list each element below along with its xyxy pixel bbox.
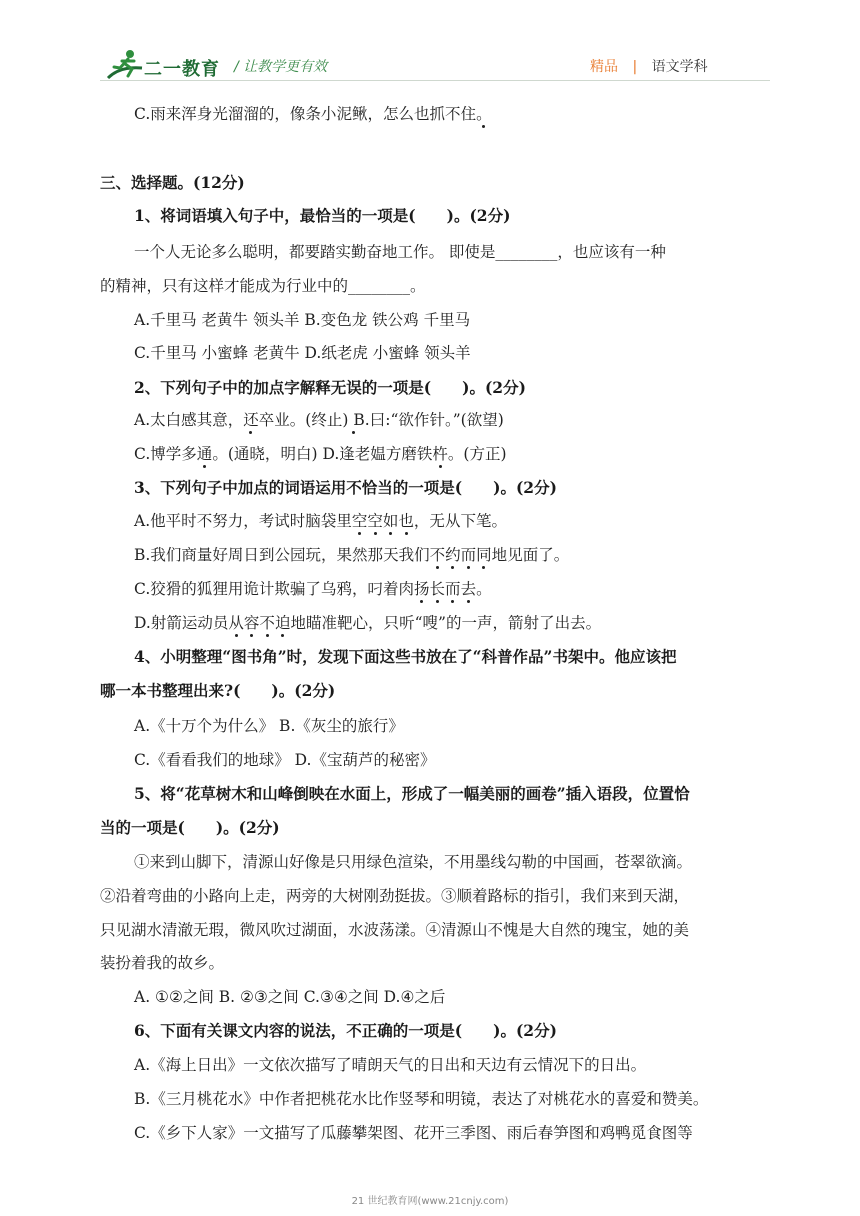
logo-text: 二一教育 [144, 59, 220, 80]
text-line: A.千里马 老黄牛 领头羊 B.变色龙 铁公鸡 千里马 [134, 311, 471, 329]
page-footer: 21 世纪教育网(www.21cnjy.com) [351, 1196, 509, 1207]
question-line: 三、选择题。(12分) [100, 173, 245, 192]
slogan: / 让教学更有效 [234, 59, 328, 75]
badge-separator: | [632, 59, 638, 75]
text-line: C.《乡下人家》一文描写了瓜藤攀架图、花开三季图、雨后春笋图和鸡鸭觅食图等 [134, 1124, 693, 1142]
text-line: C.狡猾的狐狸用诡计欺骗了乌鸦，叼着肉扬长而去。 [134, 580, 492, 598]
text-line: ②沿着弯曲的小路向上走，两旁的大树刚劲挺拔。③顺着路标的指引，我们来到天湖， [100, 887, 690, 905]
header-divider [100, 80, 770, 81]
question-line: 哪一本书整理出来?( )。(2分) [100, 681, 336, 700]
logo [106, 48, 224, 82]
runner-logo-icon [106, 48, 146, 82]
text-line: A.《海上日出》一文依次描写了晴朗天气的日出和天边有云情况下的日出。 [134, 1056, 647, 1074]
subject-badge [590, 56, 708, 76]
badge-subject: 语文学科 [651, 59, 708, 75]
text-line: A.他平时不努力，考试时脑袋里空空如也，无从下笔。 [134, 512, 507, 530]
text-line: D.射箭运动员从容不迫地瞄准靶心，只听“嗖”的一声，箭射了出去。 [134, 614, 602, 632]
text-line: 的精神，只有这样才能成为行业中的________。 [100, 277, 426, 295]
question-line: 1、将词语填入句子中，最恰当的一项是( )。(2分) [134, 206, 511, 225]
text-line: A. ①②之间 B. ②③之间 C.③④之间 D.④之后 [134, 988, 446, 1006]
text-line: B.我们商量好周日到公园玩，果然那天我们不约而同地见面了。 [134, 546, 570, 564]
text-line: A.太白感其意，还卒业。(终止) B.曰:“欲作针。”(欲望) [134, 411, 504, 429]
text-line: 只见湖水清澈无瑕，微风吹过湖面，水波荡漾。④清源山不愧是大自然的瑰宝，她的美 [100, 921, 690, 939]
question-line: 5、将“花草树木和山峰倒映在水面上，形成了一幅美丽的画卷”插入语段，位置恰 [134, 784, 690, 803]
page-header [0, 0, 860, 82]
text-line: C.千里马 小蜜蜂 老黄牛 D.纸老虎 小蜜蜂 领头羊 [134, 344, 471, 362]
text-line: C.《看看我们的地球》 D.《宝葫芦的秘密》 [134, 751, 436, 769]
text-line: C.雨来浑身光溜溜的，像条小泥鳅，怎么也抓不住。 [134, 105, 492, 123]
question-line: 6、下面有关课文内容的说法，不正确的一项是( )。(2分) [134, 1021, 557, 1040]
question-line: 当的一项是( )。(2分) [100, 818, 280, 837]
text-line: A.《十万个为什么》 B.《灰尘的旅行》 [134, 717, 404, 735]
text-line: C.博学多通。(通晓，明白) D.逢老媪方磨铁杵。(方正) [134, 445, 507, 463]
text-line: ①来到山脚下，清源山好像是只用绿色渲染，不用墨线勾勒的中国画，苍翠欲滴。 [134, 853, 693, 871]
badge-quality: 精品 [590, 59, 618, 75]
question-line: 2、下列句子中的加点字解释无误的一项是( )。(2分) [134, 378, 526, 397]
text-line: 一个人无论多么聪明，都要踏实勤奋地工作。 即使是________，也应该有一种 [134, 243, 666, 261]
text-line: 装扮着我的故乡。 [100, 954, 225, 972]
question-line: 3、下列句子中加点的词语运用不恰当的一项是( )。(2分) [134, 478, 557, 497]
question-line: 4、小明整理“图书角”时，发现下面这些书放在了“科普作品”书架中。他应该把 [134, 647, 677, 666]
text-line: B.《三月桃花水》中作者把桃花水比作竖琴和明镜，表达了对桃花水的喜爱和赞美。 [134, 1090, 709, 1108]
